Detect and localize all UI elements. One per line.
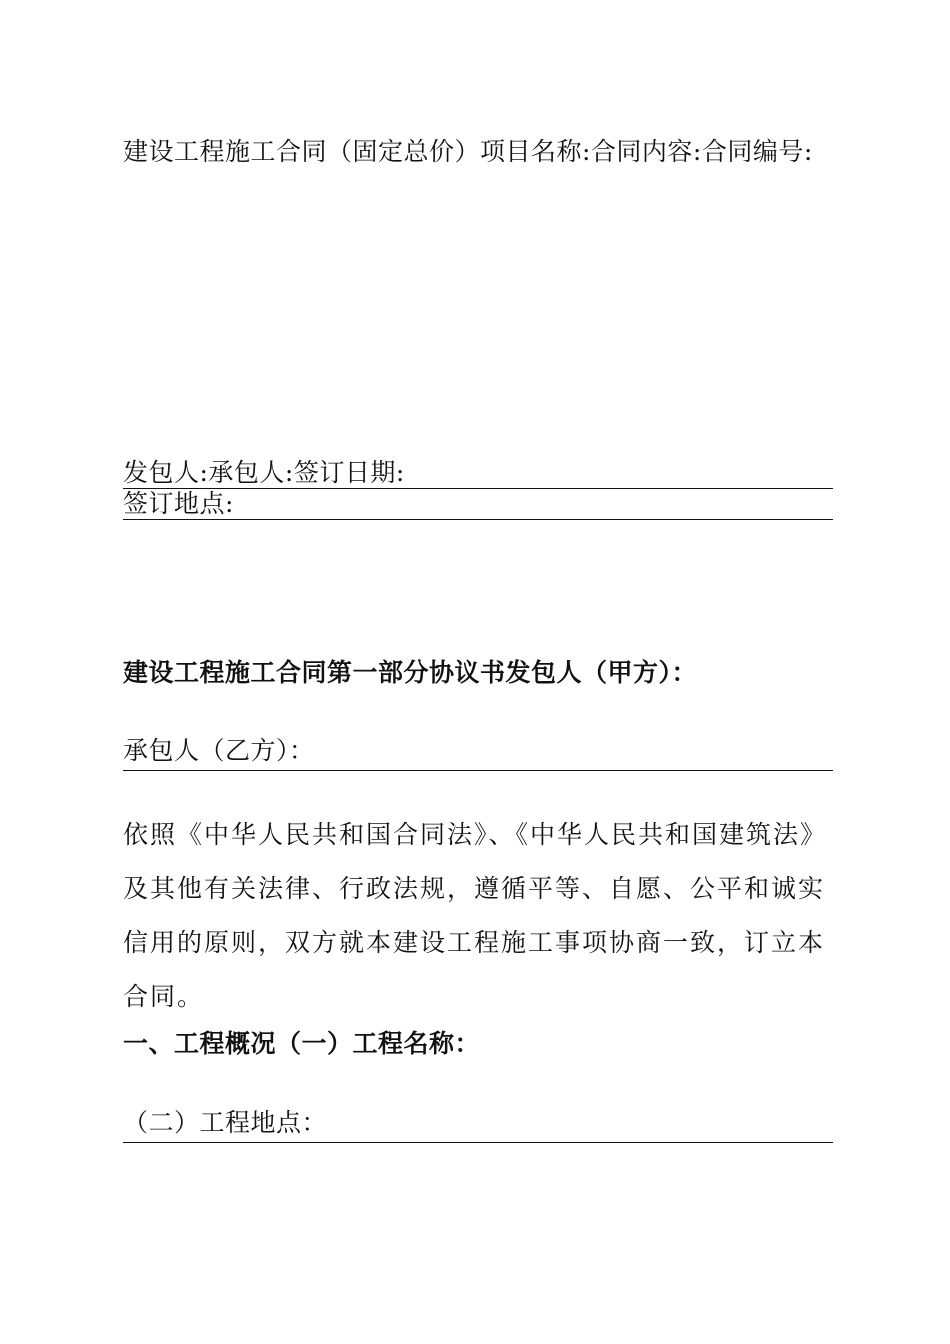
signing-place-line: 签订地点: xyxy=(123,489,833,520)
intro-paragraph: 依照《中华人民共和国合同法》、《中华人民共和国建筑法》及其他有关法律、行政法规，遵循平等、自愿、公平和诚实信用的原则，双方就本建设工程施工事项协商一致，订立本合同。 xyxy=(123,820,828,1011)
section-one-heading: 一、工程概况（一）工程名称： xyxy=(123,1029,481,1058)
agreement-part-heading: 建设工程施工合同第一部分协议书发包人（甲方）： xyxy=(123,658,698,687)
parties-date-line: 发包人:承包人:签订日期: xyxy=(123,458,833,489)
project-location-line: （二）工程地点： xyxy=(123,1104,833,1143)
contractor-line: 承包人（乙方）： xyxy=(123,732,833,771)
cover-title: 建设工程施工合同（固定总价）项目名称:合同内容:合同编号: xyxy=(123,137,813,166)
